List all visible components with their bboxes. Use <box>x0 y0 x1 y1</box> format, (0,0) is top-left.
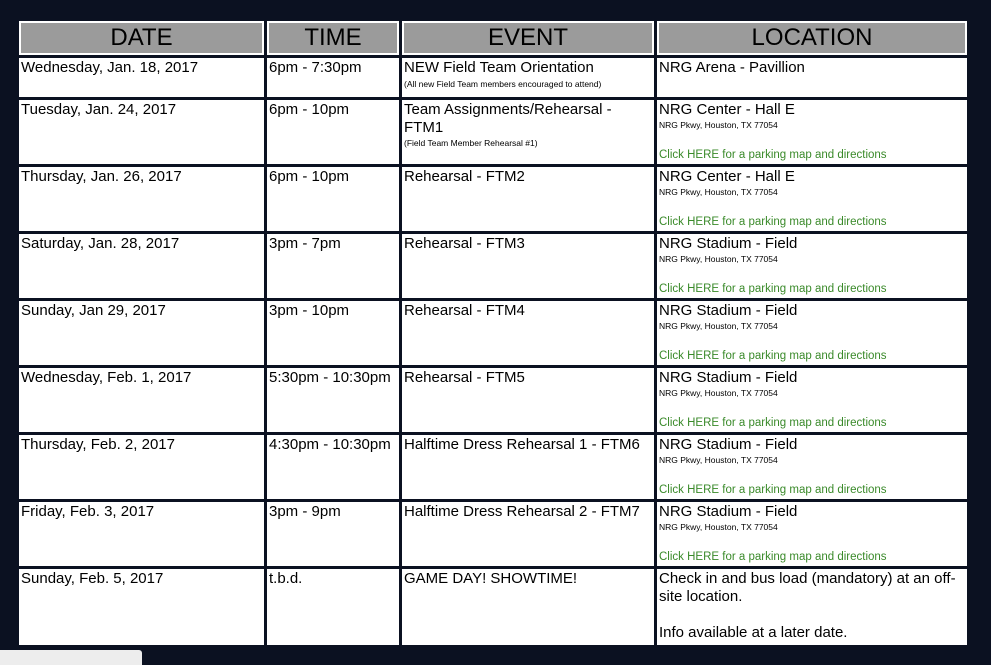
event-cell <box>402 301 654 365</box>
date-text: Sunday, Feb. 5, 2017 <box>21 570 164 587</box>
location-text: Check in and bus load (mandatory) at an off-site location. <box>659 570 956 605</box>
table-row <box>19 502 967 566</box>
time-text: 6pm - 10pm <box>269 168 350 185</box>
location-text: NRG Stadium - Field <box>659 369 798 386</box>
date-cell <box>19 58 264 97</box>
event-cell <box>402 58 654 97</box>
time-text: t.b.d. <box>269 570 303 587</box>
time-text: 6pm - 10pm <box>269 101 350 118</box>
time-cell <box>267 435 399 499</box>
header-row <box>19 21 967 55</box>
parking-map-link[interactable]: Click HERE for a parking map and directions <box>659 216 887 228</box>
date-cell <box>19 301 264 365</box>
location-text: NRG Stadium - Field <box>659 302 798 319</box>
location-extra-text: Info available at a later date. <box>659 624 848 641</box>
parking-map-link[interactable]: Click HERE for a parking map and directions <box>659 149 887 161</box>
table-row <box>19 58 967 97</box>
time-cell <box>267 167 399 231</box>
date-cell <box>19 100 264 164</box>
location-cell <box>657 301 967 365</box>
parking-map-link[interactable]: Click HERE for a parking map and directions <box>659 551 887 563</box>
time-text: 3pm - 7pm <box>269 235 341 252</box>
location-cell <box>657 58 967 97</box>
time-cell <box>267 569 399 645</box>
time-text: 6pm - 7:30pm <box>269 59 362 76</box>
event-text: Rehearsal - FTM5 <box>404 369 525 386</box>
parking-map-link[interactable]: Click HERE for a parking map and directions <box>659 484 887 496</box>
date-text: Wednesday, Feb. 1, 2017 <box>21 369 192 386</box>
event-text: Halftime Dress Rehearsal 2 - FTM7 <box>404 503 640 520</box>
event-text: GAME DAY! SHOWTIME! <box>404 570 578 587</box>
date-cell <box>19 167 264 231</box>
date-text: Friday, Feb. 3, 2017 <box>21 503 155 520</box>
time-text: 3pm - 9pm <box>269 503 341 520</box>
location-text: NRG Stadium - Field <box>659 503 798 520</box>
table-row <box>19 100 967 164</box>
event-cell <box>402 167 654 231</box>
event-text: Team Assignments/Rehearsal - FTM1 <box>404 101 612 136</box>
event-note: (All new Field Team members encouraged to attend) <box>404 79 602 89</box>
date-text: Wednesday, Jan. 18, 2017 <box>21 59 199 76</box>
table-row <box>19 301 967 365</box>
event-text: NEW Field Team Orientation <box>404 59 594 76</box>
parking-map-link[interactable]: Click HERE for a parking map and directions <box>659 350 887 362</box>
event-note: (Field Team Member Rehearsal #1) <box>404 138 538 148</box>
date-cell <box>19 435 264 499</box>
date-text: Saturday, Jan. 28, 2017 <box>21 235 180 252</box>
location-cell <box>657 502 967 566</box>
time-cell <box>267 368 399 432</box>
parking-map-link[interactable]: Click HERE for a parking map and directions <box>659 283 887 295</box>
event-cell <box>402 368 654 432</box>
date-text: Sunday, Jan 29, 2017 <box>21 302 166 319</box>
date-cell <box>19 368 264 432</box>
location-cell <box>657 167 967 231</box>
location-cell <box>657 368 967 432</box>
date-text: Tuesday, Jan. 24, 2017 <box>21 101 177 118</box>
time-cell <box>267 502 399 566</box>
time-text: 5:30pm - 10:30pm <box>269 369 391 386</box>
event-cell <box>402 435 654 499</box>
location-header: LOCATION <box>657 21 967 55</box>
location-text: NRG Stadium - Field <box>659 235 798 252</box>
event-cell <box>402 234 654 298</box>
location-cell <box>657 234 967 298</box>
event-text: Rehearsal - FTM2 <box>404 168 525 185</box>
time-header: TIME <box>267 21 399 55</box>
time-cell <box>267 234 399 298</box>
address-text: NRG Pkwy, Houston, TX 77054 <box>659 455 778 465</box>
table-row <box>19 435 967 499</box>
address-text: NRG Pkwy, Houston, TX 77054 <box>659 522 778 532</box>
address-text: NRG Pkwy, Houston, TX 77054 <box>659 388 778 398</box>
date-cell <box>19 569 264 645</box>
time-text: 4:30pm - 10:30pm <box>269 436 391 453</box>
event-text: Halftime Dress Rehearsal 1 - FTM6 <box>404 436 640 453</box>
location-cell <box>657 435 967 499</box>
table-row <box>19 368 967 432</box>
date-cell <box>19 234 264 298</box>
time-cell <box>267 58 399 97</box>
event-text: Rehearsal - FTM4 <box>404 302 525 319</box>
bottom-bar-tab <box>0 650 142 665</box>
event-cell <box>402 100 654 164</box>
address-text: NRG Pkwy, Houston, TX 77054 <box>659 254 778 264</box>
time-text: 3pm - 10pm <box>269 302 350 319</box>
event-cell <box>402 569 654 645</box>
location-text: NRG Center - Hall E <box>659 101 795 118</box>
address-text: NRG Pkwy, Houston, TX 77054 <box>659 187 778 197</box>
location-cell <box>657 569 967 645</box>
address-text: NRG Pkwy, Houston, TX 77054 <box>659 321 778 331</box>
event-text: Rehearsal - FTM3 <box>404 235 525 252</box>
location-text: NRG Stadium - Field <box>659 436 798 453</box>
location-cell <box>657 100 967 164</box>
event-cell <box>402 502 654 566</box>
parking-map-link[interactable]: Click HERE for a parking map and directions <box>659 417 887 429</box>
location-text: NRG Arena - Pavillion <box>659 59 805 76</box>
date-text: Thursday, Jan. 26, 2017 <box>21 168 182 185</box>
address-text: NRG Pkwy, Houston, TX 77054 <box>659 120 778 130</box>
location-text: NRG Center - Hall E <box>659 168 795 185</box>
schedule-table <box>16 18 970 648</box>
table-row <box>19 234 967 298</box>
date-text: Thursday, Feb. 2, 2017 <box>21 436 175 453</box>
table-row <box>19 569 967 645</box>
event-header: EVENT <box>402 21 654 55</box>
date-header: DATE <box>19 21 264 55</box>
time-cell <box>267 100 399 164</box>
date-cell <box>19 502 264 566</box>
time-cell <box>267 301 399 365</box>
table-row <box>19 167 967 231</box>
